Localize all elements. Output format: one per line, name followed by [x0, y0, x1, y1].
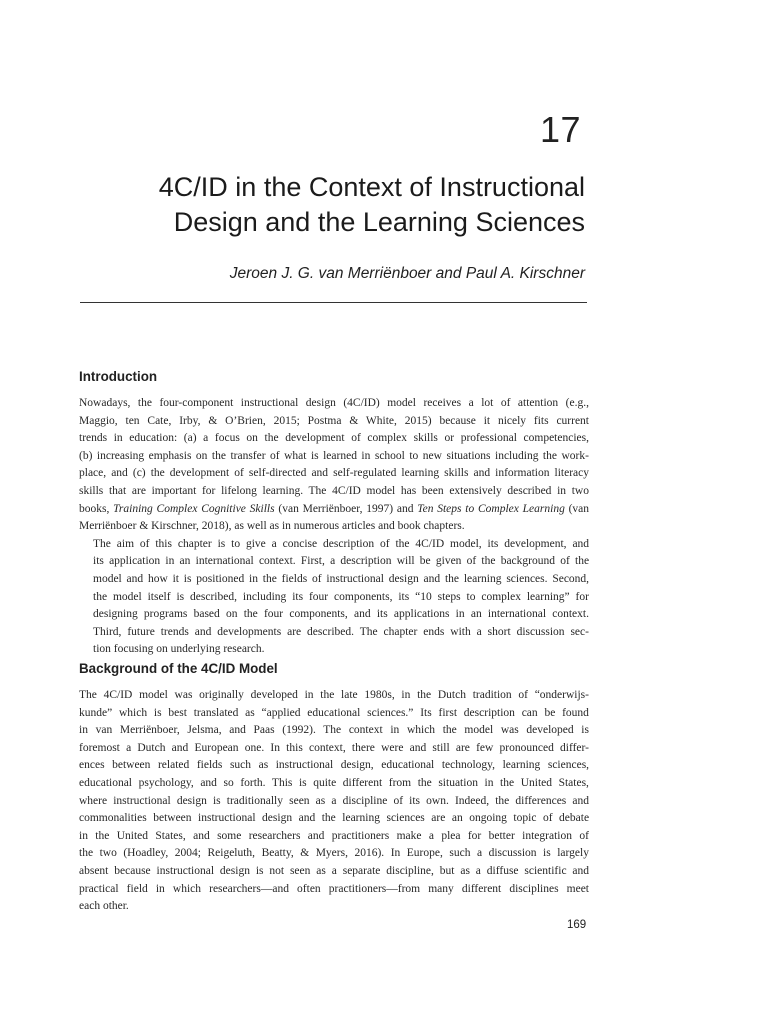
text-line: absent because instructional design is not seen as a separate discipline, but as a diffuse scientific and	[79, 864, 590, 877]
section-introduction	[79, 368, 589, 659]
text-line: kunde” which is best translated as “applied educational sciences.” Its first description can be found	[79, 706, 589, 719]
section-background	[79, 660, 589, 916]
section-body	[79, 395, 589, 659]
text-line: Third, future trends and developments are described. The chapter ends with a short discussion sec-	[93, 625, 589, 638]
text-line: books, Training Complex Cognitive Skills (van Merriënboer, 1997) and Ten Steps to Complex Learning (van	[79, 502, 590, 515]
paragraph	[79, 536, 589, 659]
text-line: commonalities between instructional design and the learning sciences are an ongoing topic of debate	[79, 812, 590, 825]
text-line: The 4C/ID model was originally developed in the late 1980s, in the Dutch tradition of “onderwijs-	[79, 689, 589, 701]
text-line: educational psychology, and so forth. This is quite different from the situation in the United States,	[79, 776, 589, 789]
text-line: in van Merriënboer, Jelsma, and Paas (1992). The context in which the model was developed is	[79, 724, 589, 737]
text-line: (b) increasing emphasis on the transfer of what is learned in school to new situations including the work-	[79, 449, 589, 462]
text-line: each other.	[79, 900, 129, 913]
chapter-title-line: 4C/ID in the Context of Instructional	[158, 172, 585, 202]
text-line: Maggio, ten Cate, Irby, & O’Brien, 2015; Postma & White, 2015) because it nicely fits current	[79, 414, 590, 427]
text-line: trends in education: (a) a focus on the development of complex skills or professional competencies,	[79, 432, 589, 445]
title-divider	[80, 302, 587, 303]
text-line: ences between related fields such as instructional design, educational technology, learning sciences,	[79, 759, 590, 772]
paragraph	[79, 395, 589, 536]
section-heading: Background of the 4C/ID Model	[79, 661, 278, 676]
book-title-italic: Ten Steps to Complex Learning	[417, 502, 565, 515]
text-line: The aim of this chapter is to give a concise description of the 4C/ID model, its development, and	[93, 537, 590, 550]
paragraph	[79, 687, 589, 916]
chapter-title-line: Design and the Learning Sciences	[173, 207, 585, 237]
text-line: designing programs based on the four components, and its applications in an international context.	[93, 608, 589, 621]
text-line: model and how it is positioned in the fields of instructional design and the learning sciences. Second,	[93, 572, 590, 585]
text-line: where instructional design is traditionally seen as a discipline of its own. Indeed, the differences and	[79, 794, 590, 807]
chapter-number: 17	[539, 109, 581, 150]
section-heading: Introduction	[79, 369, 158, 384]
text-line: Merriënboer & Kirschner, 2018), as well as in numerous articles and book chapters.	[79, 520, 465, 533]
section-body	[79, 687, 589, 916]
text-line: in the United States, and some researchers and practitioners make a plea for better integration of	[79, 829, 589, 842]
text-line: place, and (c) the development of self-directed and self-regulated learning skills and information literacy	[79, 467, 589, 480]
text-line: the model itself is described, including its four components, its “10 steps to complex learning” for	[93, 590, 589, 603]
text-line: tion focusing on underlying research.	[93, 643, 265, 656]
chapter-authors: Jeroen J. G. van Merriënboer and Paul A. Kirschner	[229, 265, 585, 282]
text-line: its application in an international context. First, a description will be given of the background of the	[93, 555, 590, 568]
text-line: Nowadays, the four-component instructional design (4C/ID) model receives a lot of attention (e.g.,	[79, 397, 589, 409]
chapter-title	[45, 170, 585, 240]
book-title-italic: Training Complex Cognitive Skills	[113, 502, 275, 515]
text-line: practical field in which researchers—and often practitioners—from many different disciplines meet	[79, 882, 589, 895]
text-line: the two (Hoadley, 2004; Reigeluth, Beatty, & Myers, 2016). In Europe, such a discussion is largely	[79, 847, 589, 860]
page-number: 169	[567, 919, 587, 931]
text-line: foremost a Dutch and European one. In this context, there were and still are few pronounced differ-	[79, 741, 589, 754]
text-line: skills that are important for lifelong learning. The 4C/ID model has been extensively described in two	[79, 484, 589, 497]
